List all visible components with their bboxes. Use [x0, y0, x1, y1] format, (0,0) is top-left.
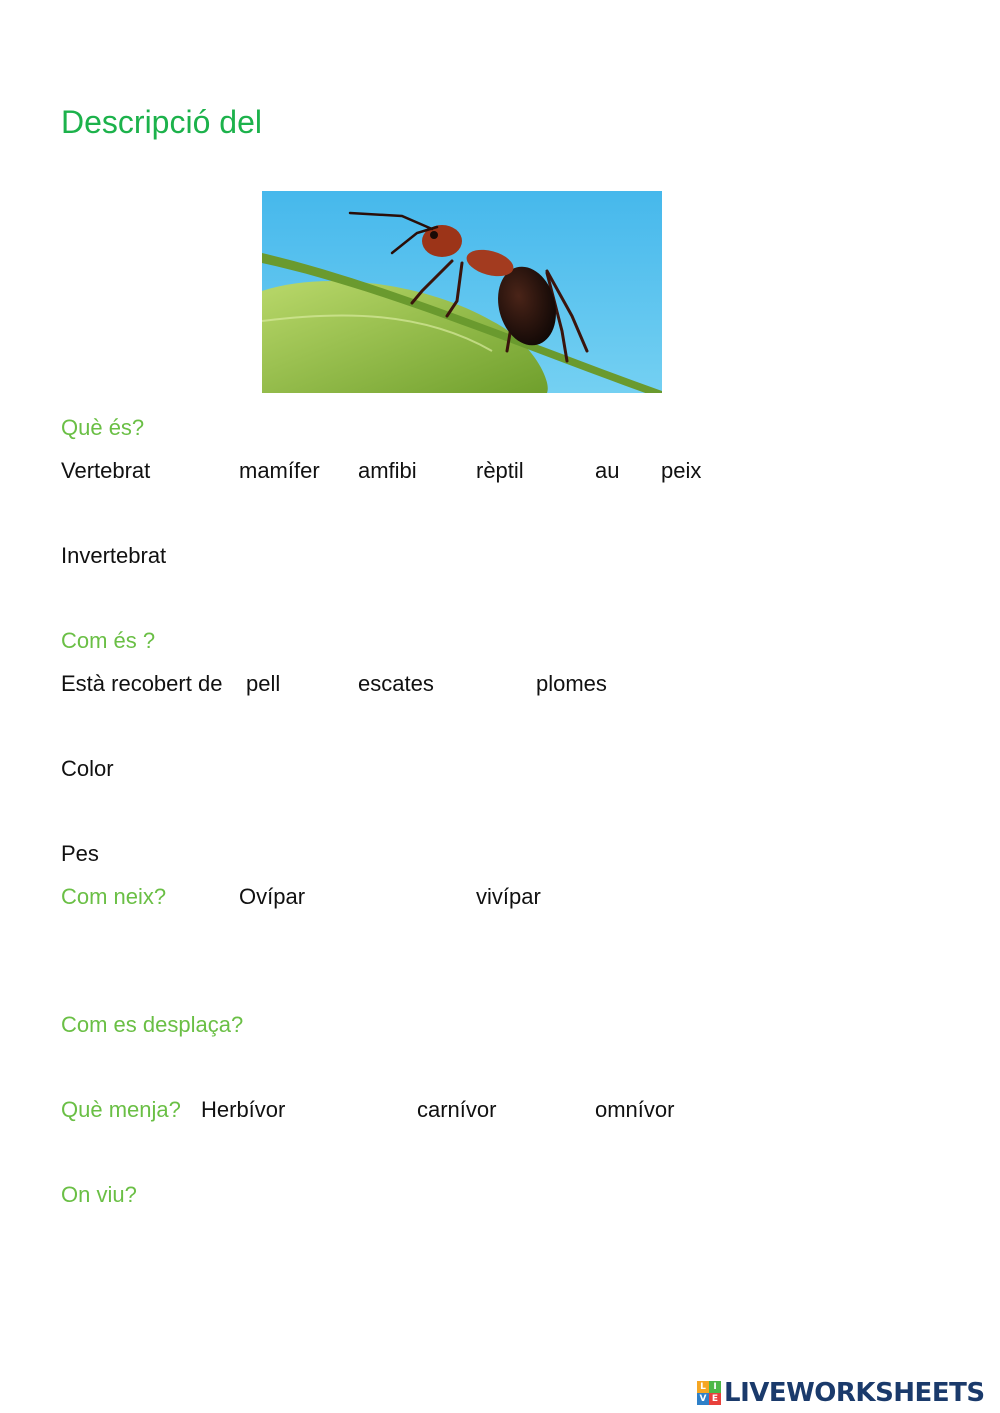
- question-com-es: Com és ?: [61, 628, 156, 653]
- logo-letter-e: E: [709, 1393, 721, 1405]
- option-plomes[interactable]: plomes: [536, 671, 607, 696]
- question-com-neix: Com neix?: [61, 884, 167, 909]
- logo-letter-i: I: [709, 1381, 721, 1393]
- question-que-menja: Què menja?: [61, 1097, 181, 1122]
- ant-photo: [262, 191, 662, 393]
- pes-label: Pes: [61, 841, 99, 866]
- option-escates[interactable]: escates: [358, 671, 434, 696]
- option-carnivor[interactable]: carnívor: [417, 1097, 497, 1122]
- option-vertebrat[interactable]: Vertebrat: [61, 458, 151, 483]
- question-com-es-desplaca: Com es desplaça?: [61, 1012, 244, 1037]
- page-title: Descripció del: [61, 104, 262, 140]
- logo-letter-v: V: [697, 1393, 709, 1405]
- option-invertebrat[interactable]: Invertebrat: [61, 543, 167, 568]
- option-au[interactable]: au: [595, 458, 620, 483]
- color-label: Color: [61, 756, 114, 781]
- liveworksheets-logo-icon: [697, 1381, 721, 1405]
- option-peix[interactable]: peix: [661, 458, 702, 483]
- option-mamifer[interactable]: mamífer: [239, 458, 320, 483]
- question-que-es: Què és?: [61, 415, 145, 440]
- option-herbivor[interactable]: Herbívor: [201, 1097, 286, 1122]
- liveworksheets-brand: [697, 1378, 985, 1408]
- option-reptil[interactable]: rèptil: [476, 458, 524, 483]
- option-pell[interactable]: pell: [246, 671, 281, 696]
- question-on-viu: On viu?: [61, 1182, 137, 1207]
- logo-letter-l: L: [697, 1381, 709, 1393]
- option-vivipar[interactable]: vivípar: [476, 884, 541, 909]
- brand-name: LIVEWORKSHEETS: [724, 1378, 985, 1408]
- recobert-label: Està recobert de: [61, 671, 223, 696]
- option-ovipar[interactable]: Ovípar: [239, 884, 306, 909]
- option-amfibi[interactable]: amfibi: [358, 458, 417, 483]
- option-omnivor[interactable]: omnívor: [595, 1097, 675, 1122]
